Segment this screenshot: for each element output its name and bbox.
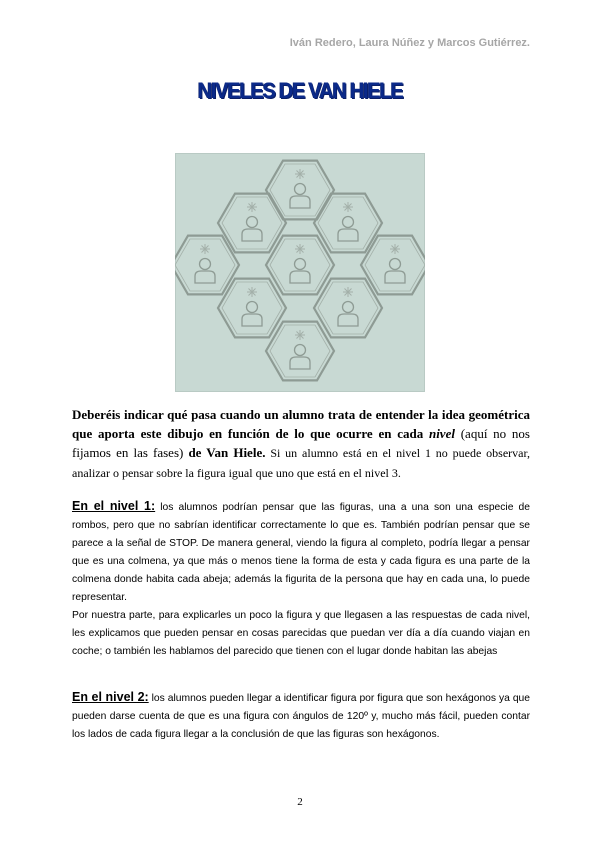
spark-icon [295,330,305,340]
intro-text-3: de Van Hiele. [188,445,266,460]
level2-text: los alumnos pueden llegar a identificar figura por figura que son hexágonos ya que pueden darse cuenta de que es una figura con ángulos de 120º y, mucho más fácil, pueden contar los lados de cada figura llegar a la conclusión de que las figuras son hexágonos. [72,693,530,740]
intro-text-1: Deberéis indicar qué pasa cuando un alumno trata de entender la idea geométrica que aporta este dibujo en función de lo que ocurre en cada [72,407,530,441]
page-number: 2 [297,796,303,808]
level1-heading: En el nivel 1: [72,499,156,513]
spark-icon [247,202,257,212]
intro-text-2: (aquí no nos fijamos en las fases) [72,426,530,460]
intro-text-4: Si un alumno está en el nivel 1 no puede observar, analizar o pensar sobre la figura igual que uno que está en el nivel 3. [72,446,530,480]
spark-icon [295,169,305,179]
hexagon-figure [175,153,425,392]
intro-nivel: nivel [428,426,455,441]
level2-heading: En el nivel 2: [72,690,149,704]
level1-text-1: los alumnos podrían pensar que las figuras, una a una son una especie de rombos, pero que no sabrían identificar correctamente lo que es. También podrían pensar que se parece a la señal de STOP. De manera general, viendo la figura al completo, podría llegar a pensar que es una colmena, ya que más o menos tiene la forma de esta y cada figura es una parte de la colmena donde habita cada abeja; además la figurita de la persona que hay en cada una, lo puede representar. [72,502,531,603]
spark-icon [295,244,305,254]
spark-icon [247,287,257,297]
header-author: Iván Redero, Laura Núñez y Marcos Gutiérrez. [289,37,530,49]
level1-text-2: Por nuestra parte, para explicarles un poco la figura y que llegasen a las respuestas de cada nivel, les explicamos que pueden pensar en cosas parecidas que puedan ver día a día cuando viajan en coche; o también les hablamos del parecido que tienen con el lugar donde habitan las abejas [72,610,530,657]
spark-icon [200,244,210,254]
spark-icon [343,202,353,212]
level2-section [72,688,530,744]
level1-section [72,497,530,661]
spark-icon [343,287,353,297]
page-title: NIVELES DE VAN HIELE [197,78,403,103]
intro-paragraph [72,405,530,483]
spark-icon [390,244,400,254]
